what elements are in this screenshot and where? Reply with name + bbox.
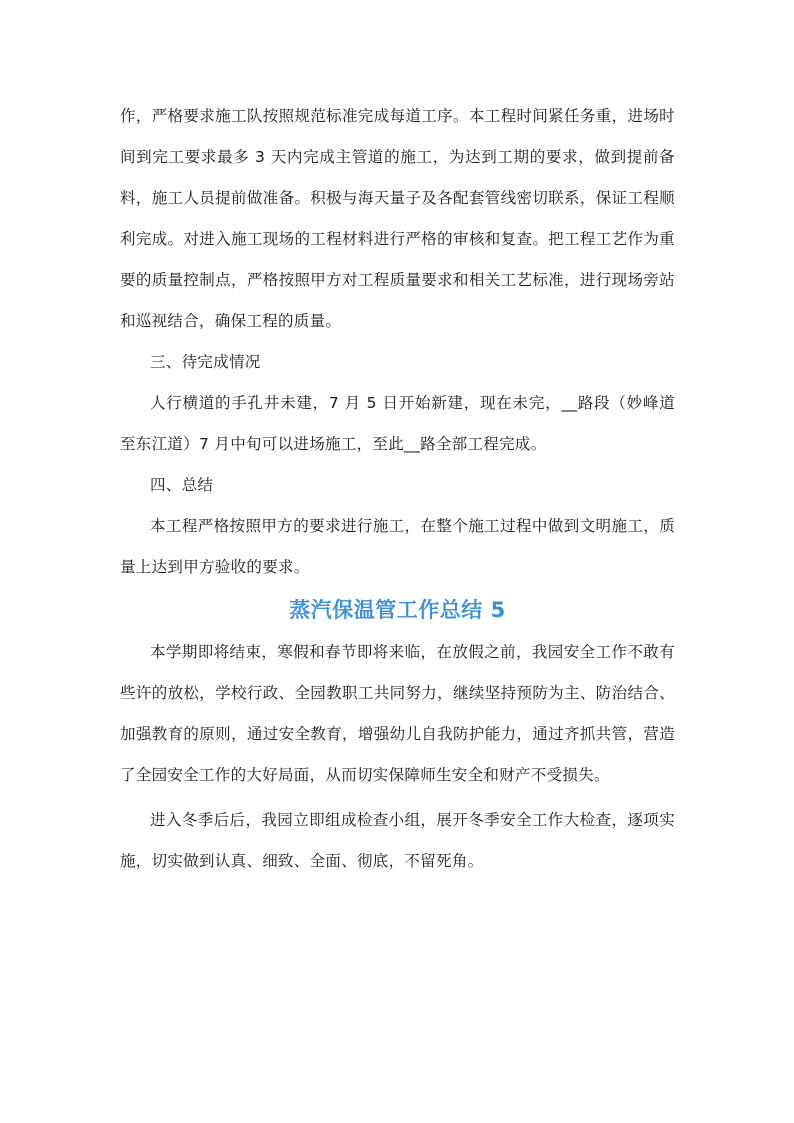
- paragraph-quality-control: 作，严格要求施工队按照规范标准完成每道工序。本工程时间紧任务重，进场时间到完工要求最多 3 天内完成主管道的施工，为达到工期的要求，做到提前备料，施工人员提前做准备。积极与海天量子及各配套管线密切联系，保证工程顺利完成。对进入施工现场的工程材料进行严格的审核和复查。把工程工艺作为重要的质量控制点，严格按照甲方对工程质量要求和相关工艺标准，进行现场旁站和巡视结合，确保工程的质量。: [120, 107, 675, 330]
- heading-summary: 四、总结: [150, 476, 214, 494]
- paragraph-pending-work: 人行横道的手孔井未建，7 月 5 日开始新建，现在未完，__路段（妙峰道至东江道）7 月中旬可以进场施工，至此__路全部工程完成。: [120, 394, 675, 453]
- heading-pending-work: 三、待完成情况: [150, 353, 261, 371]
- paragraph-semester-safety: 本学期即将结束，寒假和春节即将来临，在放假之前，我园安全工作不敢有些许的放松，学校行政、全园教职工共同努力，继续坚持预防为主、防治结合、加强教育的原则，通过安全教育，增强幼儿自我防护能力，通过齐抓共管，营造了全园安全工作的大好局面，从而切实保障师生安全和财产不受损失。: [120, 643, 675, 784]
- section-title: 蒸汽保温管工作总结 5: [289, 598, 506, 622]
- paragraph-summary: 本工程严格按照甲方的要求进行施工，在整个施工过程中做到文明施工，质量上达到甲方验收的要求。: [120, 517, 675, 576]
- paragraph-winter-inspection: 进入冬季后后，我园立即组成检查小组，展开冬季安全工作大检查，逐项实施，切实做到认真、细致、全面、彻底，不留死角。: [120, 811, 675, 870]
- document-page: [120, 96, 675, 882]
